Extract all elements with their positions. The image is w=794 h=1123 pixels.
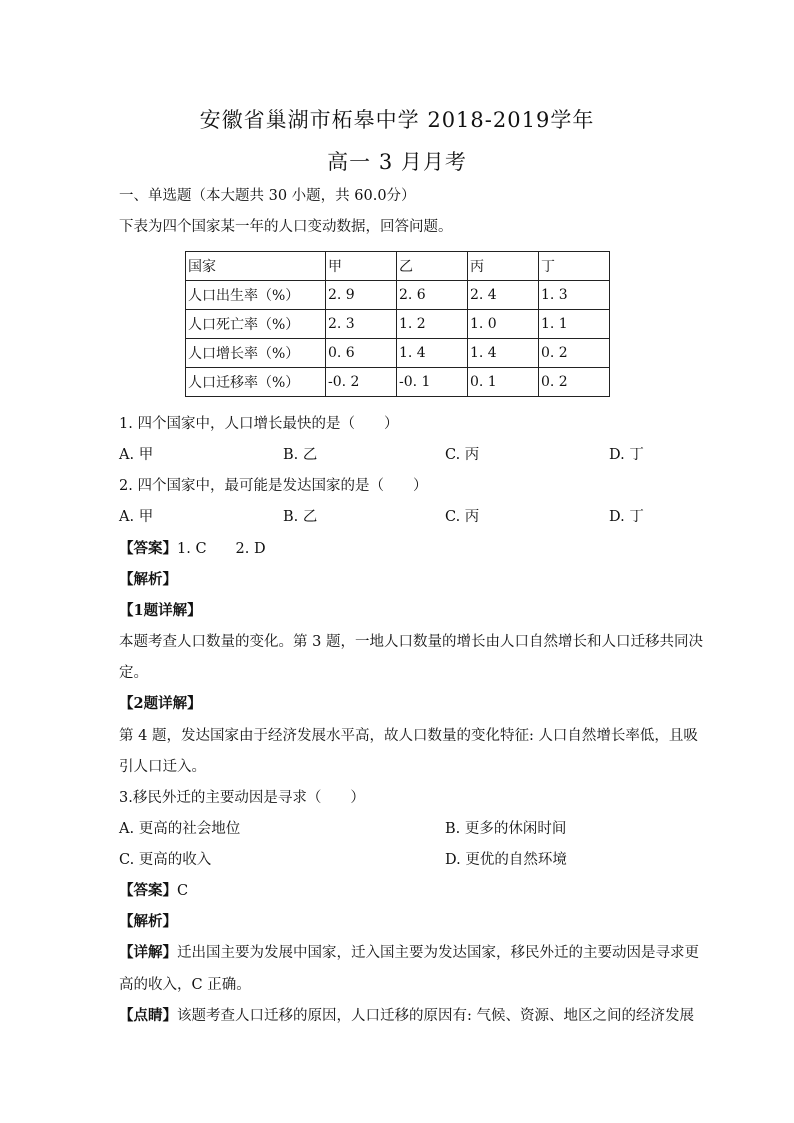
table-cell: 人口出生率（%）: [186, 281, 326, 310]
table-cell: 0. 2: [539, 368, 610, 397]
table-header-cell: 国家: [186, 252, 326, 281]
table-cell: 1. 4: [468, 339, 539, 368]
table-cell: 1. 3: [539, 281, 610, 310]
detail-1-text-line1: 本题考查人口数量的变化。第 3 题，一地人口数量的增长由人口自然增长和人口迁移共同决: [119, 634, 703, 650]
analysis-3-note-line1: [119, 1006, 694, 1026]
answer-label: 【答案】: [119, 882, 177, 899]
section-heading: 一、单选题（本大题共 30 小题，共 60.0分）: [119, 188, 416, 204]
table-row: [186, 368, 610, 397]
question-2-stem: 2. 四个国家中，最可能是发达国家的是（ ）: [119, 478, 428, 494]
section-intro: 下表为四个国家某一年的人口变动数据，回答问题。: [119, 219, 453, 235]
question-2-option-c: C. 丙: [445, 509, 480, 525]
table-header-cell: 丙: [468, 252, 539, 281]
question-2-option-a: A. 甲: [119, 509, 154, 525]
detail-2-text-line1: 第 4 题，发达国家由于经济发展水平高，故人口数量的变化特征: 人口自然增长率低，且吸: [119, 728, 698, 744]
answer-text: 1. C 2. D: [177, 541, 266, 557]
table-cell: 人口迁移率（%）: [186, 368, 326, 397]
question-1-option-c: C. 丙: [445, 447, 480, 463]
table-row: [186, 281, 610, 310]
table-row: [186, 339, 610, 368]
question-1-option-a: A. 甲: [119, 447, 154, 463]
doc-title-line1: 安徽省巢湖市柘皋中学 2018-2019学年: [199, 108, 595, 132]
question-1-stem: 1. 四个国家中，人口增长最快的是（ ）: [119, 416, 399, 432]
question-3-option-d: D. 更优的自然环境: [445, 852, 567, 868]
detail-2-label: 【2题详解】: [119, 695, 202, 712]
question-3-option-c: C. 更高的收入: [119, 852, 212, 868]
detail-text: 迁出国主要为发展中国家，迁入国主要为发达国家，移民外迁的主要动因是寻求更: [177, 945, 699, 961]
answer-label: 【答案】: [119, 540, 177, 557]
table-cell: 2. 4: [468, 281, 539, 310]
question-1-option-b: B. 乙: [283, 447, 318, 463]
answer-text: C: [177, 883, 189, 899]
analysis-3-detail-line1: [119, 943, 699, 963]
table-cell: 1. 2: [397, 310, 468, 339]
analysis-label: 【解析】: [119, 571, 177, 588]
table-cell: 1. 0: [468, 310, 539, 339]
question-1-option-d: D. 丁: [609, 447, 644, 463]
table-cell: 2. 3: [326, 310, 397, 339]
answer-1-2: [119, 539, 266, 559]
table-cell: 1. 1: [539, 310, 610, 339]
table-header-cell: 乙: [397, 252, 468, 281]
analysis-3-label: 【解析】: [119, 913, 177, 930]
question-3-option-b: B. 更多的休闲时间: [445, 821, 567, 837]
answer-3: [119, 881, 188, 901]
table-header-row: [186, 252, 610, 281]
detail-2-text-line2: 引人口迁入。: [119, 759, 206, 775]
question-2-option-d: D. 丁: [609, 509, 644, 525]
table-header-cell: 甲: [326, 252, 397, 281]
table-cell: 2. 6: [397, 281, 468, 310]
table-cell: 人口死亡率（%）: [186, 310, 326, 339]
table-cell: 0. 1: [468, 368, 539, 397]
doc-title-line2: 高一 3 月月考: [327, 150, 467, 174]
table-cell: -0. 2: [326, 368, 397, 397]
detail-label: 【详解】: [119, 944, 177, 961]
table-row: [186, 310, 610, 339]
note-label: 【点睛】: [119, 1007, 177, 1024]
table-cell: 1. 4: [397, 339, 468, 368]
question-3-stem: 3.移民外迁的主要动因是寻求（ ）: [119, 790, 365, 806]
table-header-cell: 丁: [539, 252, 610, 281]
detail-1-label: 【1题详解】: [119, 602, 202, 619]
analysis-3-detail-line2: 高的收入，C 正确。: [119, 977, 251, 993]
question-2-option-b: B. 乙: [283, 509, 318, 525]
note-text: 该题考查人口迁移的原因，人口迁移的原因有: 气候、资源、地区之间的经济发展: [177, 1008, 694, 1024]
table-cell: 0. 2: [539, 339, 610, 368]
table-cell: 0. 6: [326, 339, 397, 368]
table-cell: 人口增长率（%）: [186, 339, 326, 368]
question-3-option-a: A. 更高的社会地位: [119, 821, 241, 837]
table-cell: 2. 9: [326, 281, 397, 310]
population-table: [185, 251, 610, 397]
table-cell: -0. 1: [397, 368, 468, 397]
detail-1-text-line2: 定。: [119, 665, 148, 681]
